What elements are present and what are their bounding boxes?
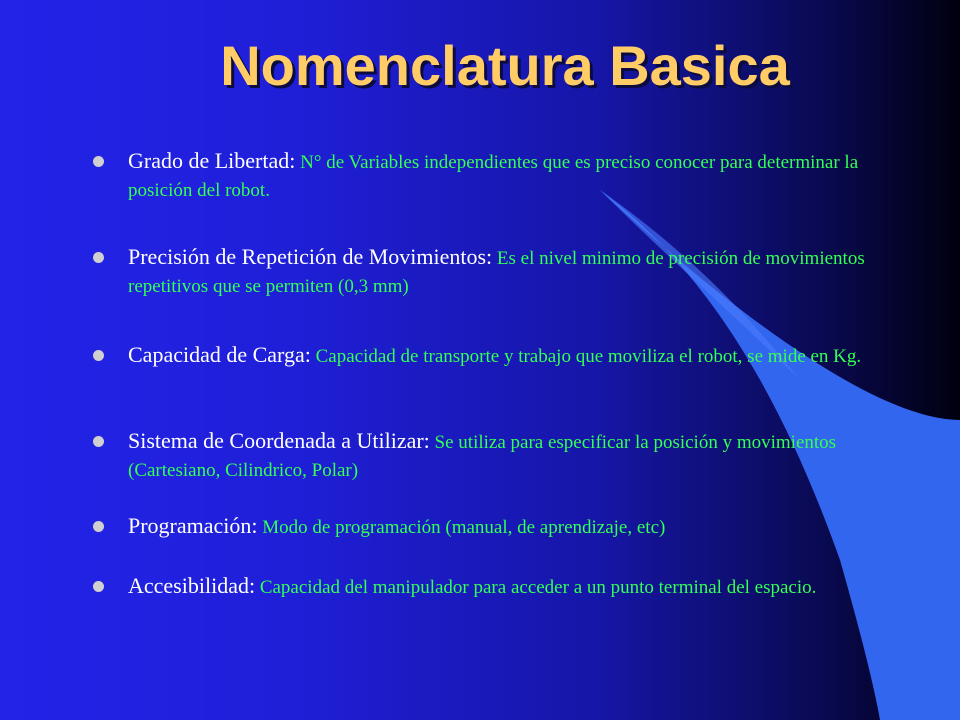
term-label: Grado de Libertad: [128, 148, 296, 173]
term-label: Precisión de Repetición de Movimientos: [128, 244, 493, 269]
slide-title: Nomenclatura Basica [220, 34, 790, 97]
term-label: Accesibilidad: [128, 573, 256, 598]
bullet-icon [93, 252, 104, 263]
term-label: Programación: [128, 513, 258, 538]
term-label: Capacidad de Carga: [128, 342, 311, 367]
term-description: Se utiliza para especificar la posición y movimientos (Cartesiano, Cilindrico, Polar) [128, 432, 837, 481]
term-description: Capacidad del manipulador para acceder a un punto terminal del espacio. [255, 577, 817, 598]
term-description: N° de Variables independientes que es preciso conocer para determinar la posición del robot. [128, 152, 859, 201]
bullet-icon [93, 581, 104, 592]
list-item-accesibilidad [128, 572, 888, 601]
list-item-sistema-coordenada [128, 427, 888, 484]
bullet-icon [93, 350, 104, 361]
list-item-programacion [128, 512, 888, 541]
term-description: Modo de programación (manual, de aprendizaje, etc) [257, 517, 666, 538]
bullet-icon [93, 521, 104, 532]
list-item-capacidad-carga [128, 341, 888, 370]
list-item-grado-libertad [128, 147, 888, 204]
term-description: Es el nivel minimo de precisión de movimientos repetitivos que se permiten (0,3 mm) [128, 248, 865, 297]
bullet-icon [93, 436, 104, 447]
list-item-precision [128, 243, 888, 300]
term-label: Sistema de Coordenada a Utilizar: [128, 428, 430, 453]
bullet-icon [93, 156, 104, 167]
term-description: Capacidad de transporte y trabajo que moviliza el robot, se mide en Kg. [310, 346, 862, 367]
